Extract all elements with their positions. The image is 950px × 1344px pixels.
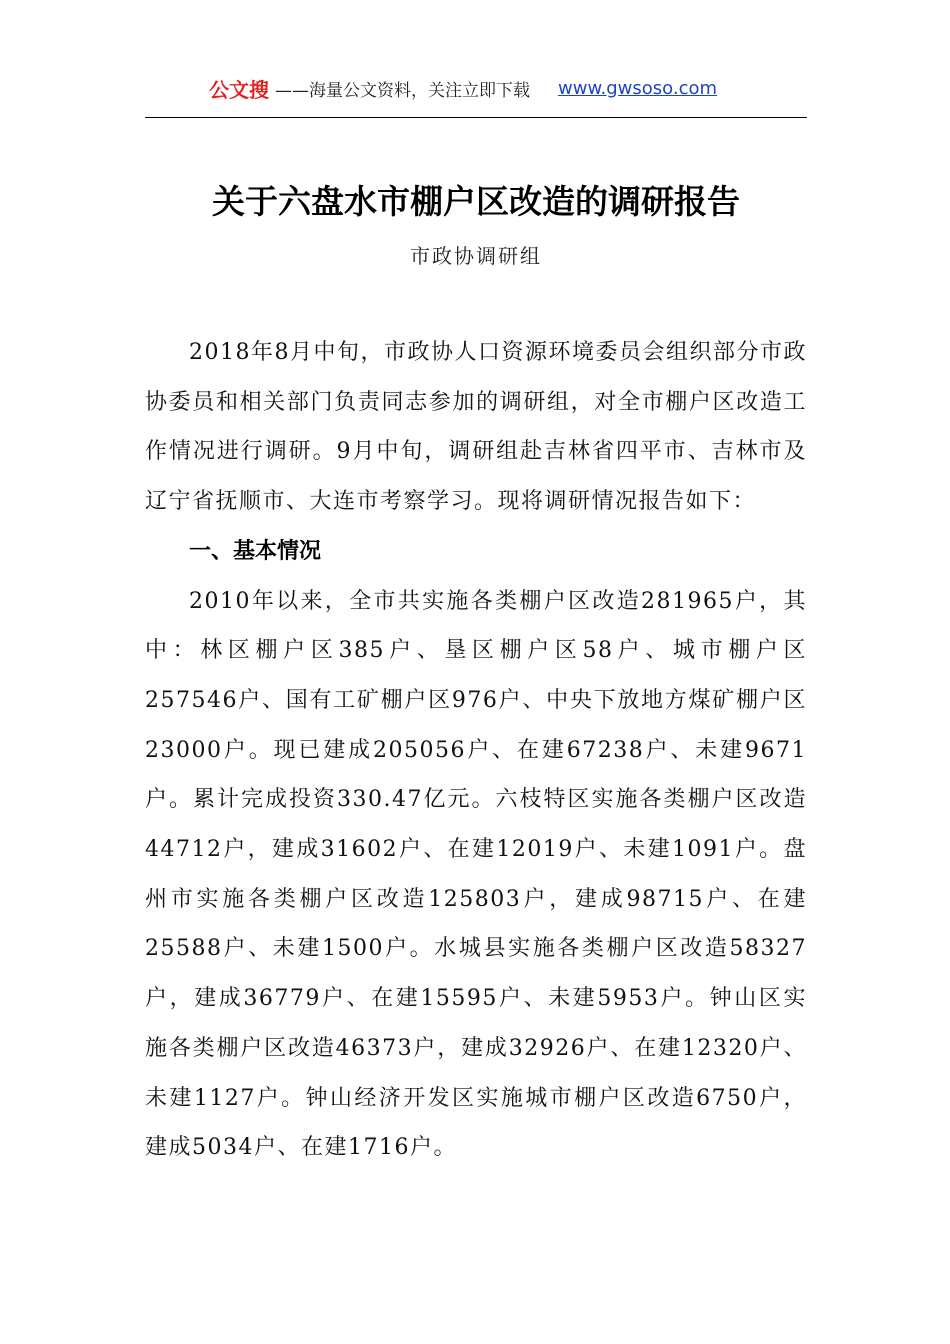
document-body (145, 328, 807, 1173)
page-header (145, 70, 807, 106)
header-divider (145, 117, 807, 118)
document-subtitle: 市政协调研组 (410, 244, 542, 268)
section-heading: 一、基本情况 (189, 538, 322, 564)
intro-paragraph: 2018年8月中旬，市政协人口资源环境委员会组织部分市政协委员和相关部门负责同志参加的调研组，对全市棚户区改造工作情况进行调研。9月中旬，调研组赴吉林省四平市、吉林市及辽宁省抚顺市、大连市考察学习。现将调研情况报告如下： (145, 340, 807, 515)
document-title: 关于六盘水市棚户区改造的调研报告 (212, 182, 740, 221)
header-slogan: ——海量公文资料，关注立即下载 (275, 80, 530, 101)
brand-logo-text[interactable]: 公文搜 (209, 77, 269, 102)
site-link[interactable]: www.gwsoso.com (558, 77, 718, 99)
section-paragraph: 2010年以来，全市共实施各类棚户区改造281965户，其中：林区棚户区385户、垦区棚户区58户、城市棚户区257546户、国有工矿棚户区976户、中央下放地方煤矿棚户区23000户。现已建成205056户、在建67238户、未建9671户。累计完成投资330.47亿元。六枝特区实施各类棚户区改造44712户，建成31602户、在建12019户、未建1091户。盘州市实施各类棚户区改造125803户，建成98715户、在建25588户、未建1500户。水城县实施各类棚户区改造58327户，建成36779户、在建15595户、未建5953户。钟山区实施各类棚户区改造46373户，建成32926户、在建12320户、未建1127户。钟山经济开发区实施城市棚户区改造6750户，建成5034户、在建1716户。 (145, 588, 807, 1161)
